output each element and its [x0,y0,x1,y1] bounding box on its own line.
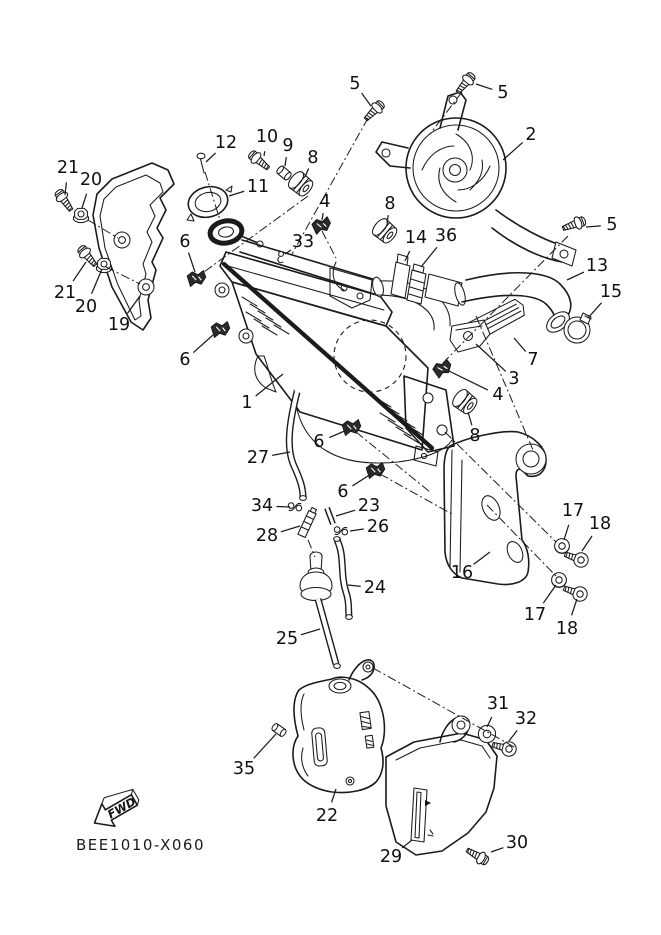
callout-leader-36 [421,247,437,267]
callout-leader-35 [254,734,276,758]
callout-leader-22 [332,789,336,802]
part-callout-16: 16 [450,563,474,583]
part-callout-27: 27 [246,448,270,468]
callout-leader-20 [82,194,87,208]
part-callout-2: 2 [525,125,537,145]
callout-leader-6 [329,430,347,438]
callout-leader-29 [402,840,412,848]
diagram-code: BEE1010-X060 [76,836,205,854]
part-callout-22: 22 [315,806,339,826]
part-callout-6: 6 [179,350,191,370]
part-callout-5: 5 [497,83,509,103]
callout-leader-17 [564,525,569,540]
part-callout-23: 23 [357,496,381,516]
callout-leader-18 [582,536,592,551]
part-callout-36: 36 [434,226,458,246]
reservoir-tank [271,660,385,793]
part-callout-18: 18 [588,514,612,534]
part-callout-12: 12 [214,133,238,153]
part-callout-13: 13 [585,256,609,276]
part-callout-17: 17 [523,605,547,625]
part-callout-7: 7 [527,350,539,370]
callout-leader-28 [281,526,300,532]
callout-leader-9 [285,157,286,166]
callout-leader-20 [92,269,102,294]
part-callout-18: 18 [555,619,579,639]
part-callout-26: 26 [366,517,390,537]
part-callout-31: 31 [486,694,510,714]
callout-leader-8 [468,412,472,425]
callout-leader-25 [301,629,320,635]
callout-leader-17 [543,585,556,603]
radiator-cap [185,153,263,247]
callout-leader-12 [206,153,216,162]
part-callout-5: 5 [606,215,618,235]
callout-leader-30 [491,848,503,852]
callout-leader-4 [449,371,488,390]
part-callout-17: 17 [561,501,585,521]
part-callout-20: 20 [79,170,103,190]
callout-leader-4 [322,213,323,220]
part-callout-8: 8 [469,426,481,446]
part-callout-35: 35 [232,759,256,779]
callout-leader-24 [348,585,361,586]
callout-leader-19 [127,296,140,313]
part-callout-20: 20 [74,297,98,317]
callout-leader-5 [362,93,371,106]
part-callout-9: 9 [282,136,294,156]
callout-leader-7 [514,338,526,352]
callout-leader-23 [336,510,355,516]
part-callout-4: 4 [492,385,504,405]
part-callout-24: 24 [363,578,387,598]
callout-leader-26 [350,529,364,531]
callout-leader-6 [189,253,195,272]
part-callout-4: 4 [319,192,331,212]
callout-leader-13 [567,272,584,280]
part-callout-6: 6 [313,432,325,452]
part-callout-33: 33 [291,232,315,252]
part-callout-11: 11 [246,177,270,197]
callout-leader-2 [503,142,523,160]
callout-leader-6 [352,474,371,486]
part-callout-1: 1 [241,393,253,413]
part-callout-6: 6 [337,482,349,502]
part-callout-8: 8 [384,194,396,214]
part-callout-15: 15 [599,282,623,302]
part-callout-5: 5 [349,74,361,94]
part-callout-3: 3 [508,369,520,389]
part-callout-28: 28 [255,526,279,546]
callout-leader-5 [586,226,601,227]
panel-bolts [52,187,111,272]
callout-leader-32 [509,730,517,741]
callout-leader-5 [476,84,492,89]
callout-leader-8 [305,168,309,177]
part-callout-19: 19 [107,315,131,335]
callout-leader-6 [193,335,213,353]
part-callout-29: 29 [379,847,403,867]
callout-leader-21 [73,262,86,281]
callout-leader-3 [476,344,506,371]
callout-leader-15 [588,303,601,318]
part-callout-21: 21 [56,158,80,178]
callout-leader-10 [264,151,265,156]
part-callout-34: 34 [250,496,274,516]
part-callout-10: 10 [255,127,279,147]
fwd-arrow [86,783,144,834]
callout-leader-16 [474,552,490,564]
part-callout-32: 32 [514,709,538,729]
part-callout-6: 6 [179,232,191,252]
callout-leader-18 [572,599,577,615]
part-callout-25: 25 [275,629,299,649]
part-callout-21: 21 [53,283,77,303]
part-callout-8: 8 [307,148,319,168]
part-callout-14: 14 [404,228,428,248]
part-callout-30: 30 [505,833,529,853]
fwd-label: FWD [105,794,139,822]
